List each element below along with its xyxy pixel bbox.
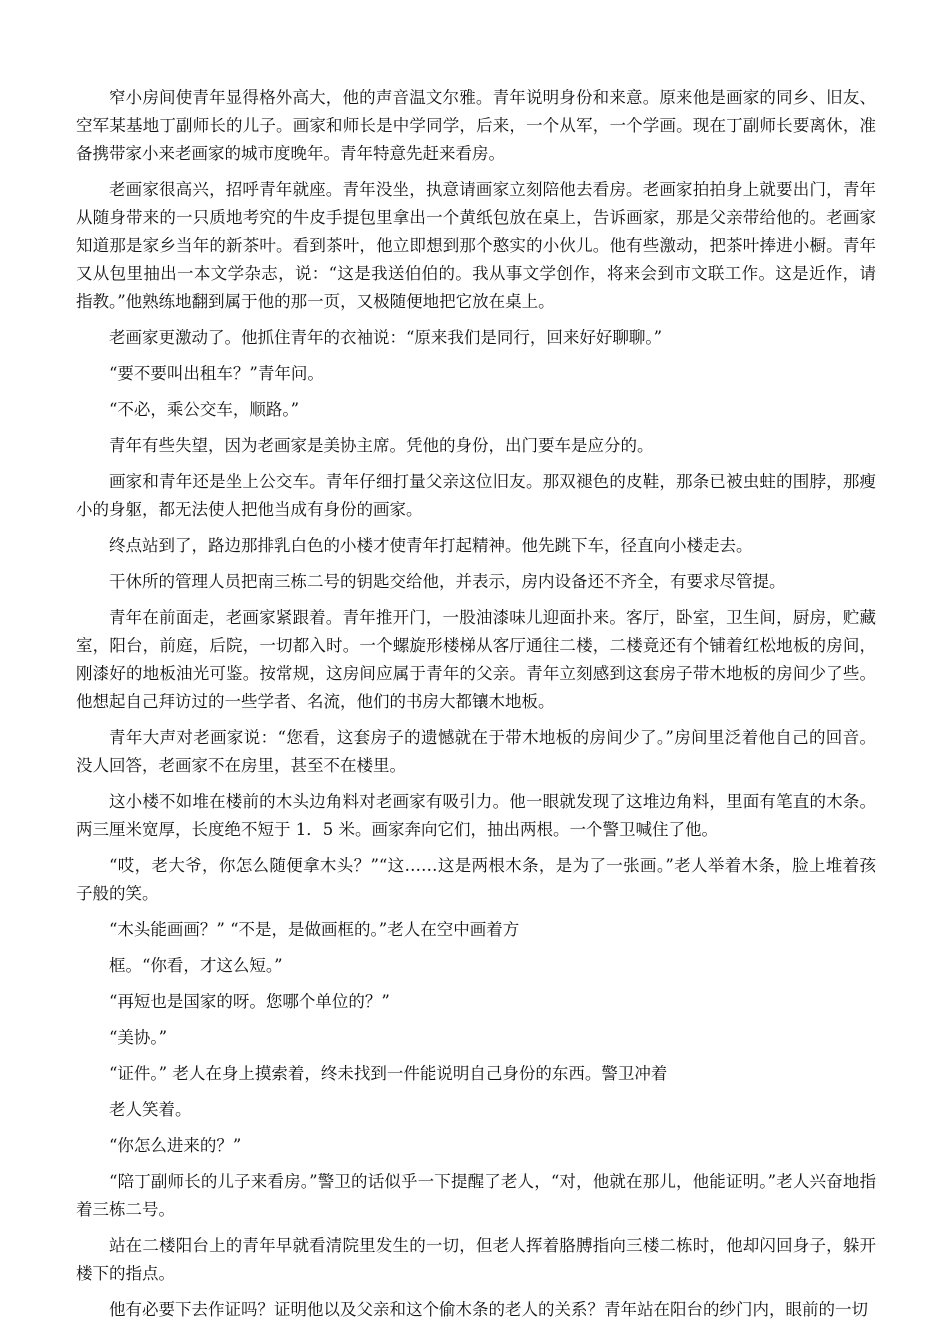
paragraph: 干休所的管理人员把南三栋二号的钥匙交给他，并表示，房内设备还不齐全，有要求尽管提。 [109,572,786,591]
article-body [76,84,876,1324]
paragraph: 青年有些失望，因为老画家是美协主席。凭他的身份，出门要车是应分的。 [109,436,654,455]
paragraph: “陪丁副师长的儿子来看房。”警卫的话似乎一下提醒了老人，“对，他就在那儿，他能证明。”老人兴奋地指着三栋二号。 [76,1172,876,1219]
paragraph: “不必，乘公交车，顺路。” [109,400,300,419]
paragraph: 框。“你看，才这么短。” [109,956,283,975]
paragraph: 站在二楼阳台上的青年早就看清院里发生的一切，但老人挥着胳膊指向三楼二栋时，他却闪回身子，躲开楼下的指点。 [76,1236,876,1283]
paragraph: 窄小房间使青年显得格外高大，他的声音温文尔雅。青年说明身份和来意。原来他是画家的同乡、旧友、空军某基地丁副师长的儿子。画家和师长是中学同学，后来，一个从军，一个学画。现在丁副师长要离休，准备携带家小来老画家的城市度晚年。青年特意先赶来看房。 [76,88,876,163]
paragraph: “你怎么进来的？” [109,1136,242,1155]
paragraph: 青年在前面走，老画家紧跟着。青年推开门，一股油漆味儿迎面扑来。客厅，卧室，卫生间，厨房，贮藏室，阳台，前庭，后院，一切都入时。一个螺旋形楼梯从客厅通往二楼，二楼竟还有个铺着红松地板的房间，刚漆好的地板油光可鉴。按常规，这房间应属于青年的父亲。青年立刻感到这套房子带木地板的房间少了些。他想起自己拜访过的一些学者、名流，他们的书房大都镶木地板。 [76,608,876,711]
paragraph: 老人笑着。 [109,1100,192,1119]
paragraph: “证件。” 老人在身上摸索着，终未找到一件能说明自己身份的东西。警卫冲着 [109,1064,668,1083]
paragraph: 青年大声对老画家说：“您看，这套房子的遗憾就在于带木地板的房间少了。”房间里泛着他自己的回音。没人回答，老画家不在房里，甚至不在楼里。 [76,728,876,775]
paragraph: 画家和青年还是坐上公交车。青年仔细打量父亲这位旧友。那双褪色的皮鞋，那条已被虫蛀的围脖，那瘦小的身躯，都无法使人把他当成有身份的画家。 [76,472,876,519]
paragraph: 这小楼不如堆在楼前的木头边角料对老画家有吸引力。他一眼就发现了这堆边角料，里面有笔直的木条。两三厘米宽厚，长度绝不短于 1．5 米。画家奔向它们，抽出两根。一个警卫喊住了他。 [76,792,876,839]
paragraph: 老画家很高兴，招呼青年就座。青年没坐，执意请画家立刻陪他去看房。老画家拍拍身上就要出门，青年从随身带来的一只质地考究的牛皮手提包里拿出一个黄纸包放在桌上，告诉画家，那是父亲带给他的。老画家知道那是家乡当年的新茶叶。看到茶叶，他立即想到那个憨实的小伙儿。他有些激动，把茶叶捧进小橱。青年又从包里抽出一本文学杂志，说：“这是我送伯伯的。我从事文学创作，将来会到市文联工作。这是近作，请指教。”他熟练地翻到属于他的那一页，又极随便地把它放在桌上。 [76,180,876,311]
paragraph: 终点站到了，路边那排乳白色的小楼才使青年打起精神。他先跳下车，径直向小楼走去。 [109,536,753,555]
paragraph: “美协。” [109,1028,168,1047]
paragraph: “木头能画画？” “不是，是做画框的。”老人在空中画着方 [109,920,520,939]
paragraph: 他有必要下去作证吗？证明他以及父亲和这个偷木条的老人的关系？青年站在阳台的纱门内，眼前的一切 [109,1300,868,1319]
paragraph: “要不要叫出租车？”青年问。 [109,364,324,383]
paragraph: “再短也是国家的呀。您哪个单位的？” [109,992,390,1011]
paragraph: 老画家更激动了。他抓住青年的衣袖说：“原来我们是同行，回来好好聊聊。” [109,328,663,347]
paragraph: “哎，老大爷，你怎么随便拿木头？”“这……这是两根木条，是为了一张画。”老人举着木条，脸上堆着孩子般的笑。 [76,856,876,903]
